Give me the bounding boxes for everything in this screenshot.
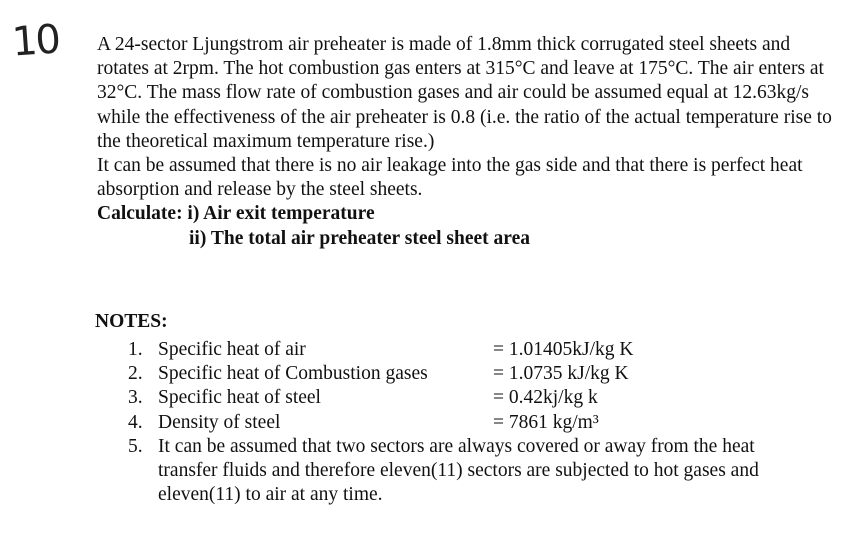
note-number: 5. bbox=[128, 435, 143, 457]
problem-statement bbox=[97, 33, 837, 251]
calculate-part-2: ii) The total air preheater steel sheet area bbox=[189, 227, 530, 249]
question-number: 10 bbox=[10, 16, 61, 66]
note-number: 4. bbox=[128, 411, 143, 433]
note-value: = 1.01405kJ/kg K bbox=[493, 339, 634, 360]
note-item bbox=[128, 435, 818, 508]
note-label: Specific heat of air bbox=[158, 339, 306, 360]
note-label: Density of steel bbox=[158, 411, 281, 433]
notes-heading: NOTES: bbox=[95, 311, 168, 332]
note-item bbox=[128, 386, 818, 410]
note-number: 1. bbox=[128, 339, 143, 360]
problem-intro: A 24-sector Ljungstrom air preheater is made of 1.8mm thick corrugated steel sheets and rotates at 2rpm. The hot combustion gas enters at 315°C and leave at 175°C. The air enters at 32°C. The mass flow rate of combustion gases and air could be assumed equal at 12.63kg/s while the effectiveness of the air preheater is 0.8 (i.e. the ratio of the actual temperature rise to the theoretical maximum temperature rise.) bbox=[97, 34, 832, 152]
note-value: = 7861 kg/m³ bbox=[493, 411, 599, 433]
note-value: = 1.0735 kJ/kg K bbox=[493, 363, 629, 385]
calculate-part-1: Calculate: i) Air exit temperature bbox=[97, 203, 375, 225]
problem-assumption: It can be assumed that there is no air leakage into the gas side and that there is perfect heat absorption and release by the steel sheets. bbox=[97, 155, 803, 201]
note-item bbox=[128, 362, 818, 386]
note-number: 2. bbox=[128, 363, 143, 385]
note-item bbox=[128, 338, 818, 362]
note-item bbox=[128, 411, 818, 435]
notes-list bbox=[128, 338, 818, 507]
note-text: It can be assumed that two sectors are always covered or away from the heat transfer fluids and therefore eleven(11) sectors are subjected to hot gases and eleven(11) to air at any time. bbox=[158, 435, 759, 506]
note-label: Specific heat of steel bbox=[158, 387, 321, 409]
note-label: Specific heat of Combustion gases bbox=[158, 363, 428, 385]
note-value: = 0.42kj/kg k bbox=[493, 387, 598, 409]
note-number: 3. bbox=[128, 387, 143, 409]
